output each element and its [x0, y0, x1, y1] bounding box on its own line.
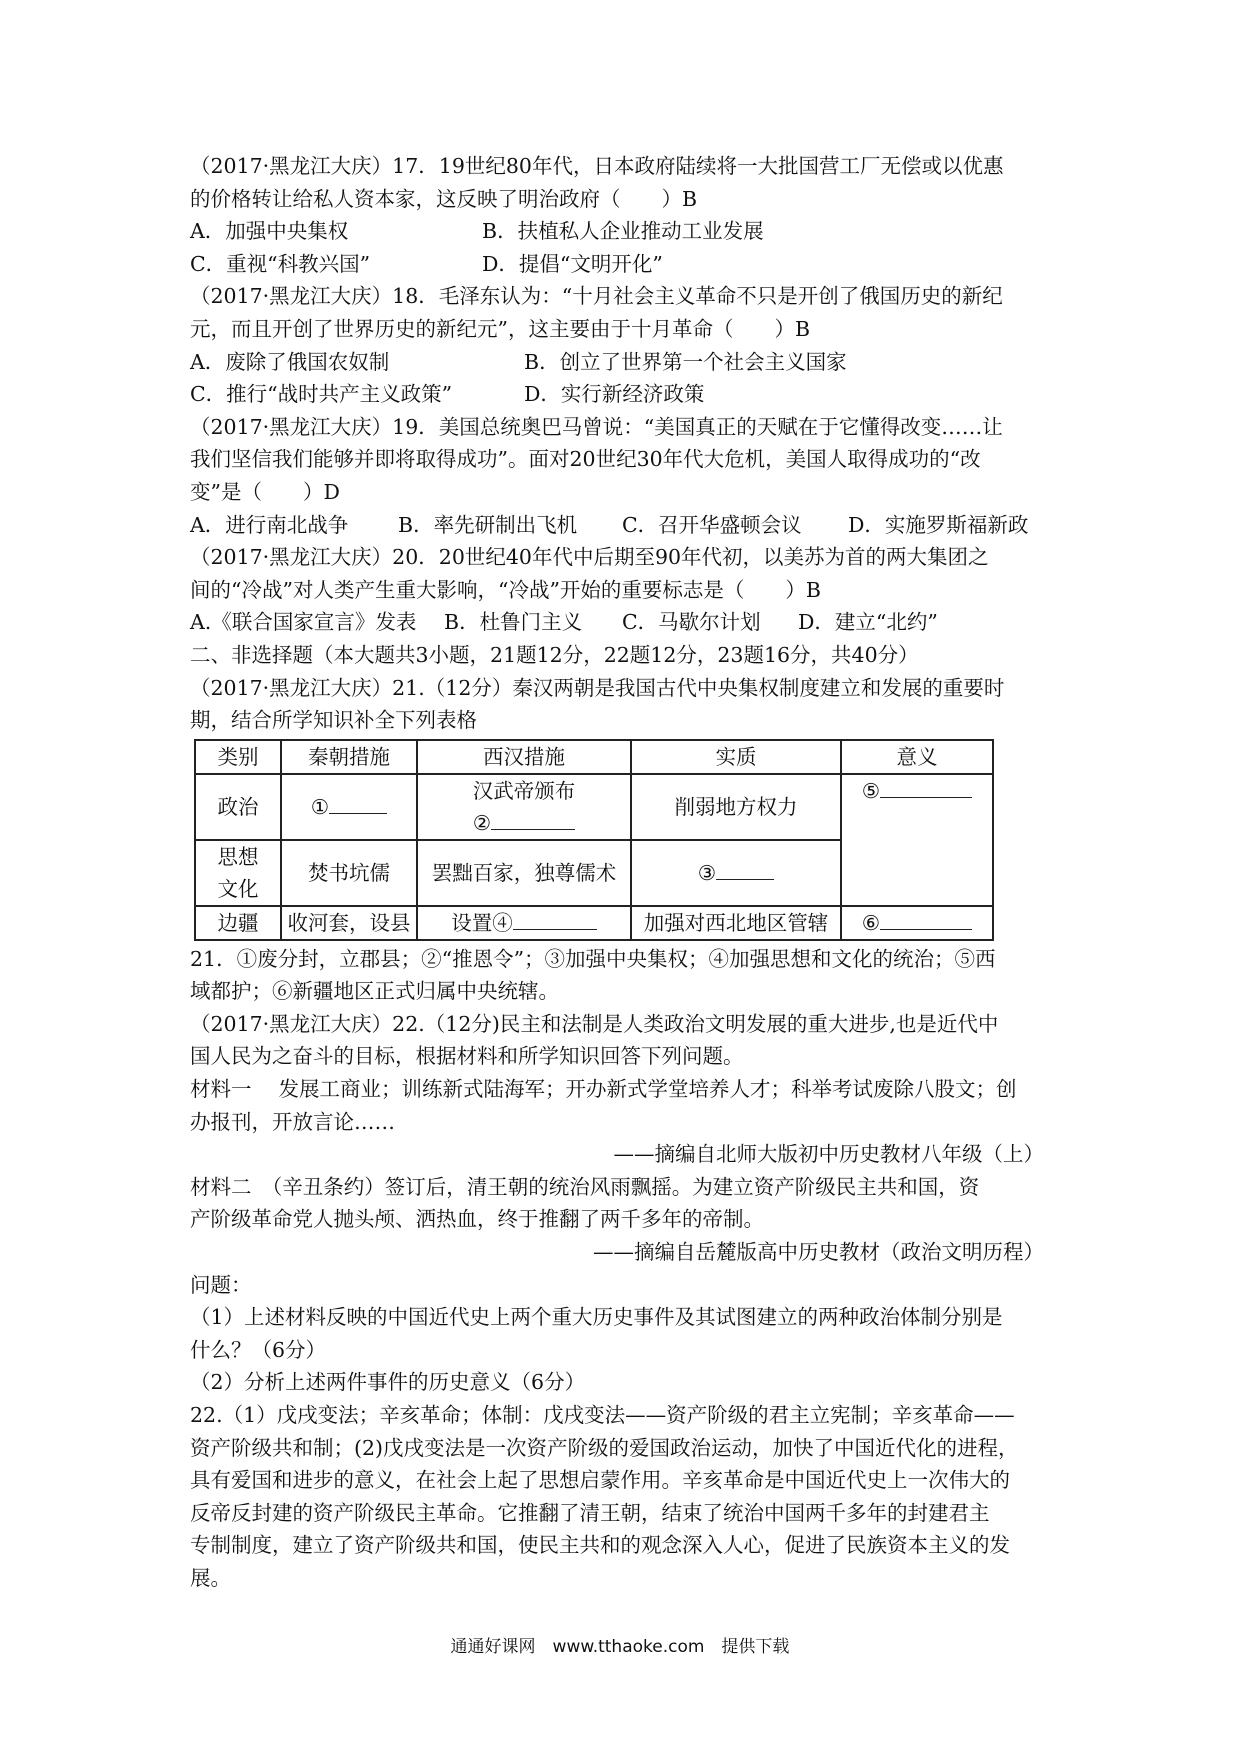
cell-text [422, 807, 626, 839]
question-17-stem-cont: 的价格转让给私人资本家，这反映了明治政府（ ）B [190, 186, 698, 211]
question-17-options-row1 [190, 215, 1052, 248]
option-b: B．扶植私人企业推动工业发展 [482, 219, 764, 244]
table-header-row [195, 740, 993, 774]
option-a: A．加强中央集权 [190, 219, 349, 244]
answer-blank [491, 809, 575, 830]
option-b: B．率先研制出飞机 [398, 512, 578, 537]
material-1-cont: 办报刊，开放言论…… [190, 1109, 395, 1134]
cell-text: 汉武帝颁布 [472, 778, 576, 803]
question-21-answer-cont: 域都护；⑥新疆地区正式归属中央统辖。 [190, 979, 559, 1004]
question-18-options-row1 [190, 346, 1052, 379]
table-header-cell: 意义 [841, 740, 993, 774]
table-cell: 加强对西北地区管辖 [631, 906, 841, 940]
question-18-stem-cont: 元，而且开创了世界历史的新纪元”，这主要由于十月革命（ ）B [190, 316, 811, 341]
option-c: C．马歇尔计划 [622, 610, 761, 635]
table-cell: 政治 [195, 774, 281, 840]
material-2: 材料二 （辛丑条约）签订后，清王朝的统治风雨飘摇。为建立资产阶级民主共和国，资 [190, 1174, 980, 1199]
document-body [190, 150, 1052, 1595]
answer-blank [329, 793, 387, 814]
option-d: D．实施罗斯福新政 [848, 512, 1029, 537]
option-b: B．创立了世界第一个社会主义国家 [524, 349, 847, 374]
option-a: A.《联合国家宣言》发表 [190, 610, 417, 635]
question-19-options [190, 509, 1052, 542]
table-cell: 焚书坑儒 [281, 840, 417, 906]
table-cell [841, 906, 993, 940]
answer-blank [880, 777, 972, 798]
question-18-options-row2 [190, 378, 1052, 411]
answer-blank [716, 859, 774, 880]
table-cell: 收河套，设县 [281, 906, 417, 940]
table-cell [631, 840, 841, 906]
blank-label: ① [310, 794, 330, 819]
blank-label: ⑥ [861, 910, 881, 935]
option-d: D．实行新经济政策 [524, 382, 705, 407]
question-17-stem: （2017·黑龙江大庆）17．19世纪80年代，日本政府陆续将一大批国营工厂无偿或以优惠 [190, 154, 1004, 178]
question-22-stem-cont: 国人民为之奋斗的目标，根据材料和所学知识回答下列问题。 [190, 1044, 744, 1069]
table-row [195, 774, 993, 840]
question-22-stem: （2017·黑龙江大庆）22.（12分)民主和法制是人类政治文明发展的重大进步,也是近代中 [190, 1011, 999, 1036]
cell-text: 思想 [217, 844, 259, 869]
table-header-cell: 类别 [195, 740, 281, 774]
table-cell: 削弱地方权力 [631, 774, 841, 840]
table-cell: 罢黜百家，独尊儒术 [417, 840, 631, 906]
table-cell [417, 906, 631, 940]
sub-question-1-cont: 什么？（6分） [190, 1337, 327, 1362]
blank-label: ⑤ [861, 778, 881, 803]
table-cell: 边疆 [195, 906, 281, 940]
blank-label: ③ [697, 860, 717, 885]
option-a: A．进行南北战争 [190, 512, 349, 537]
question-22-answer-cont: 资产阶级共和制；(2)戊戌变法是一次资产阶级的爱国政治运动，加快了中国近代化的进程， [190, 1435, 1019, 1460]
question-21-stem-cont: 期，结合所学知识补全下列表格 [190, 708, 477, 733]
question-18-stem: （2017·黑龙江大庆）18．毛泽东认为：“十月社会主义革命不只是开创了俄国历史的新纪 [190, 284, 1003, 309]
page-footer: 通通好课网 www.tthaoke.com 提供下载 [450, 1637, 790, 1657]
material-2-source: ——摘编自岳麓版高中历史教材（政治文明历程） [593, 1240, 1044, 1265]
option-a: A．废除了俄国农奴制 [190, 349, 390, 374]
table-cell [195, 840, 281, 906]
answer-blank [513, 909, 597, 930]
question-22-answer-cont: 具有爱国和进步的意义，在社会上起了思想启蒙作用。辛亥革命是中国近代史上一次伟大的 [190, 1468, 1010, 1493]
material-1-source: ——摘编自北师大版初中历史教材八年级（上） [613, 1142, 1044, 1167]
question-22-answer-cont: 专制制度，建立了资产阶级共和国，使民主共和的观念深入人心，促进了民族资本主义的发 [190, 1533, 1010, 1558]
option-d: D．提倡“文明开化” [482, 251, 663, 276]
blank-label: 设置④ [451, 910, 513, 935]
question-20-options [190, 606, 1052, 639]
material-2-cont: 产阶级革命党人抛头颅、洒热血，终于推翻了两千多年的帝制。 [190, 1207, 764, 1232]
question-22-answer: 22.（1）戊戌变法；辛亥革命；体制：戊戌变法——资产阶级的君主立宪制；辛亥革命—— [190, 1403, 1015, 1427]
table-cell [281, 774, 417, 840]
question-20-stem: （2017·黑龙江大庆）20．20世纪40年代中后期至90年代初，以美苏为首的两大集团之 [190, 545, 989, 570]
option-c: C．重视“科教兴国” [190, 251, 371, 276]
question-21-stem: （2017·黑龙江大庆）21.（12分）秦汉两朝是我国古代中央集权制度建立和发展的重要时 [190, 675, 1005, 700]
question-19-stem-cont2: 变”是（ ）D [190, 479, 340, 504]
question-19-stem-cont: 我们坚信我们能够并即将取得成功”。面对20世纪30年代大危机，美国人取得成功的“改 [190, 447, 981, 472]
question-20-stem-cont: 间的“冷战”对人类产生重大影响，“冷战”开始的重要标志是（ ）B [190, 577, 821, 602]
question-22-answer-cont: 反帝反封建的资产阶级民主革命。它推翻了清王朝，结束了统治中国两千多年的封建君主 [190, 1500, 990, 1525]
question-17-options-row2 [190, 248, 1052, 281]
question-21-answer: 21．①废分封，立郡县；②“推恩令”；③加强中央集权；④加强思想和文化的统治；⑤西 [190, 946, 996, 971]
table-header-cell: 西汉措施 [417, 740, 631, 774]
cell-text: 文化 [217, 876, 259, 901]
question-label: 问题： [190, 1272, 252, 1297]
sub-question-1: （1）上述材料反映的中国近代史上两个重大历史事件及其试图建立的两种政治体制分别是 [190, 1305, 1003, 1330]
question-21-table [194, 739, 994, 941]
option-c: C．召开华盛顿会议 [622, 512, 802, 537]
table-cell-merged [841, 774, 993, 906]
table-cell [417, 774, 631, 840]
table-header-cell: 实质 [631, 740, 841, 774]
option-b: B．杜鲁门主义 [444, 610, 583, 635]
option-c: C．推行“战时共产主义政策” [190, 382, 453, 407]
answer-blank [880, 909, 972, 930]
table-header-cell: 秦朝措施 [281, 740, 417, 774]
question-19-stem: （2017·黑龙江大庆）19．美国总统奥巴马曾说：“美国真正的天赋在于它懂得改变……让 [190, 414, 1003, 439]
option-d: D．建立“北约” [798, 610, 938, 635]
sub-question-2: （2）分析上述两件事件的历史意义（6分） [190, 1370, 586, 1395]
table-row [195, 906, 993, 940]
section-heading: 二、非选择题（本大题共3小题，21题12分，22题12分，23题16分，共40分） [190, 642, 919, 667]
material-1: 材料一 发展工商业；训练新式陆海军；开办新式学堂培养人才；科举考试废除八股文；创 [190, 1077, 1017, 1102]
question-22-answer-cont: 展。 [190, 1565, 231, 1590]
blank-label: ② [472, 810, 492, 835]
